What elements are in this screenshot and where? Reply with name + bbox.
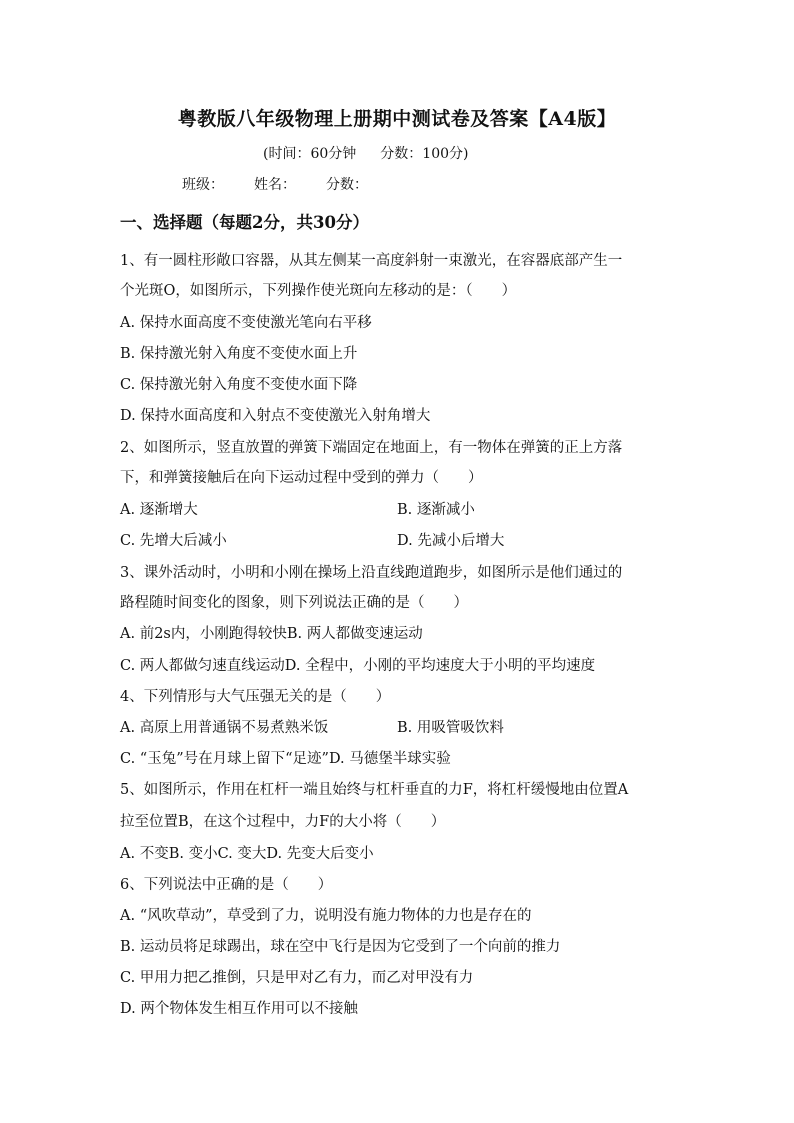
name-label: 姓名： <box>254 177 296 193</box>
exam-meta <box>263 143 492 163</box>
q1-option-a: A. 保持水面高度不变使激光笔向右平移 <box>120 315 372 331</box>
q1-option-c: C. 保持激光射入角度不变使水面下降 <box>120 377 358 393</box>
q2-option-c: C. 先增大后减小 <box>120 533 227 549</box>
q3-options-ab: A. 前2s内，小刚跑得较快B. 两人都做变速运动 <box>120 626 423 642</box>
section-heading: 一、选择题（每题2分，共30分） <box>120 213 369 232</box>
q3-stem-line1: 3、课外活动时，小明和小刚在操场上沿直线跑道跑步，如图所示是他们通过的 <box>120 565 623 581</box>
q5-options: A. 不变B. 变小C. 变大D. 先变大后变小 <box>120 846 374 862</box>
q6-stem: 6、下列说法中正确的是（ ） <box>120 877 333 893</box>
time-limit: (时间：60分钟 <box>263 146 357 162</box>
total-score: 分数：100分) <box>380 146 469 162</box>
q4-option-b: B. 用吸管吸饮料 <box>397 720 504 736</box>
q3-stem-line2: 路程随时间变化的图象，则下列说法正确的是（ ） <box>120 595 468 611</box>
q2-option-a: A. 逐渐增大 <box>120 502 198 518</box>
q6-option-b: B. 运动员将足球踢出，球在空中飞行是因为它受到了一个向前的推力 <box>120 939 561 955</box>
q3-options-cd: C. 两人都做匀速直线运动D. 全程中，小刚的平均速度大于小明的平均速度 <box>120 658 596 674</box>
q1-stem-line2: 个光斑O，如图所示，下列操作使光斑向左移动的是：（ ） <box>120 283 517 299</box>
q1-option-b: B. 保持激光射入角度不变使水面上升 <box>120 346 358 362</box>
student-info <box>182 174 398 194</box>
q6-option-a: A. “风吹草动”，草受到了力，说明没有施力物体的力也是存在的 <box>120 908 532 924</box>
q5-stem-line2: 拉至位置B，在这个过程中，力F的大小将（ ） <box>120 814 446 830</box>
class-label: 班级： <box>182 177 224 193</box>
q6-option-c: C. 甲用力把乙推倒，只是甲对乙有力，而乙对甲没有力 <box>120 970 474 986</box>
q1-option-d: D. 保持水面高度和入射点不变使激光入射角增大 <box>120 408 431 424</box>
q4-options-cd: C. “玉兔”号在月球上留下“足迹”D. 马德堡半球实验 <box>120 751 451 767</box>
q4-stem: 4、下列情形与大气压强无关的是（ ） <box>120 689 391 705</box>
q6-option-d: D. 两个物体发生相互作用可以不接触 <box>120 1001 358 1017</box>
q2-stem-line2: 下，和弹簧接触后在向下运动过程中受到的弹力（ ） <box>120 470 483 486</box>
q2-option-d: D. 先减小后增大 <box>397 533 505 549</box>
q2-stem-line1: 2、如图所示，竖直放置的弹簧下端固定在地面上，有一物体在弹簧的正上方落 <box>120 440 623 456</box>
score-label: 分数： <box>326 177 368 193</box>
page-title: 粤教版八年级物理上册期中测试卷及答案【A4版】 <box>177 108 617 130</box>
q1-stem-line1: 1、有一圆柱形敞口容器，从其左侧某一高度斜射一束激光，在容器底部产生一 <box>120 253 623 269</box>
q4-option-a: A. 高原上用普通锅不易煮熟米饭 <box>120 720 329 736</box>
q2-option-b: B. 逐渐减小 <box>397 502 475 518</box>
q5-stem-line1: 5、如图所示，作用在杠杆一端且始终与杠杆垂直的力F，将杠杆缓慢地由位置A <box>120 782 629 798</box>
